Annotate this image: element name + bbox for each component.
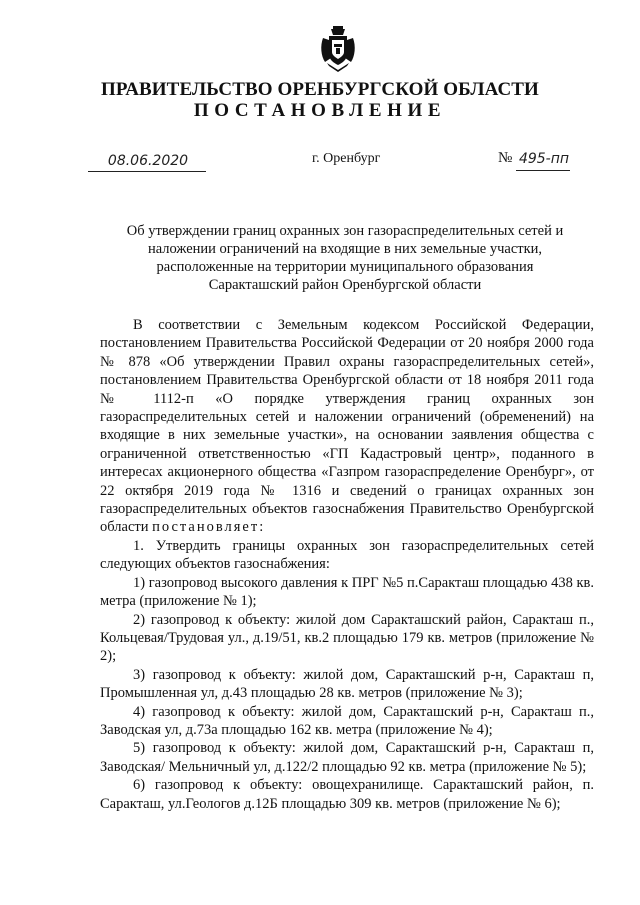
title-line: расположенные на территории муниципального образования: [156, 259, 534, 275]
list-item: 1) газопровод высокого давления к ПРГ №5 п.Саракташ площадью 438 кв. метра (приложение № 1);: [100, 574, 594, 610]
number-underline: [516, 170, 570, 171]
title-line: Саракташский район Оренбургской области: [208, 277, 482, 293]
document-body: [100, 316, 594, 813]
preamble-text: В соответствии с Земельным кодексом Российской Федерации, постановлением Правительства Российской Федерации от 20 ноября 2000 года № 878 «Об утверждении Правил охраны газораспределительных сетей», постановлением Правительства Оренбургской области от 18 ноября 2011 года № 1112-п «О порядке утверждения границ охранных зон газораспределительных сетей и наложении ограничений (обременений) на входящие в них земельные участки», на основании заявления общества с ограниченной ответственностью «ГП Кадастровый центр», поданного в интересах акционерного общества «Газпром газораспределение Оренбург», от 22 октября 2019 года № 1316 и сведений о границах охранных зон газораспределительных объектов газоснабжения Правительство Оренбургской области: [100, 317, 594, 536]
list-item: 6) газопровод к объекту: овощехранилище. Саракташский район, п. Саракташ, ул.Геологов д.12Б площадью 309 кв. метров (приложение № 6);: [100, 777, 594, 812]
title-line: наложении ограничений на входящие в них земельные участки,: [147, 241, 543, 257]
list-item: 5) газопровод к объекту: жилой дом, Саракташский р-н, Саракташ п, Заводская/ Мельничный ул, д.122/2 площадью 92 кв. метра (приложение № 5);: [100, 740, 594, 775]
document-type-heading: ПОСТАНОВЛЕНИЕ: [193, 100, 447, 121]
list-item: 3) газопровод к объекту: жилой дом, Саракташский р-н, Саракташ п, Промышленная ул, д.43 площадью 28 кв. метров (приложение № 3);: [100, 666, 594, 702]
list-item: 2) газопровод к объекту: жилой дом Саракташский район, Саракташ п., Кольцевая/Трудовая ул., д.19/51, кв.2 площадью 179 кв. метров (приложение № 2);: [100, 611, 594, 665]
decree-word: постановляет:: [152, 519, 266, 536]
preamble-paragraph: [100, 316, 594, 537]
coat-of-arms-icon: [319, 26, 357, 72]
title-line: Об утверждении границ охранных зон газораспределительных сетей и: [126, 223, 564, 239]
date-underline: [88, 171, 206, 172]
document-number: 495-пп: [518, 151, 570, 167]
clause-1: 1. Утвердить границы охранных зон газораспределительных сетей следующих объектов газоснабжения:: [100, 537, 594, 573]
document-title: [100, 222, 590, 294]
list-item: 4) газопровод к объекту: жилой дом, Саракташский р-н, Саракташ п., Заводская ул, д.73а площадью 162 кв. метра (приложение № 4);: [100, 703, 594, 738]
organization-heading: ПРАВИТЕЛЬСТВО ОРЕНБУРГСКОЙ ОБЛАСТИ: [101, 79, 539, 100]
number-label: №: [498, 150, 513, 166]
document-date: 08.06.2020: [107, 153, 189, 169]
document-city: г. Оренбург: [312, 151, 381, 166]
